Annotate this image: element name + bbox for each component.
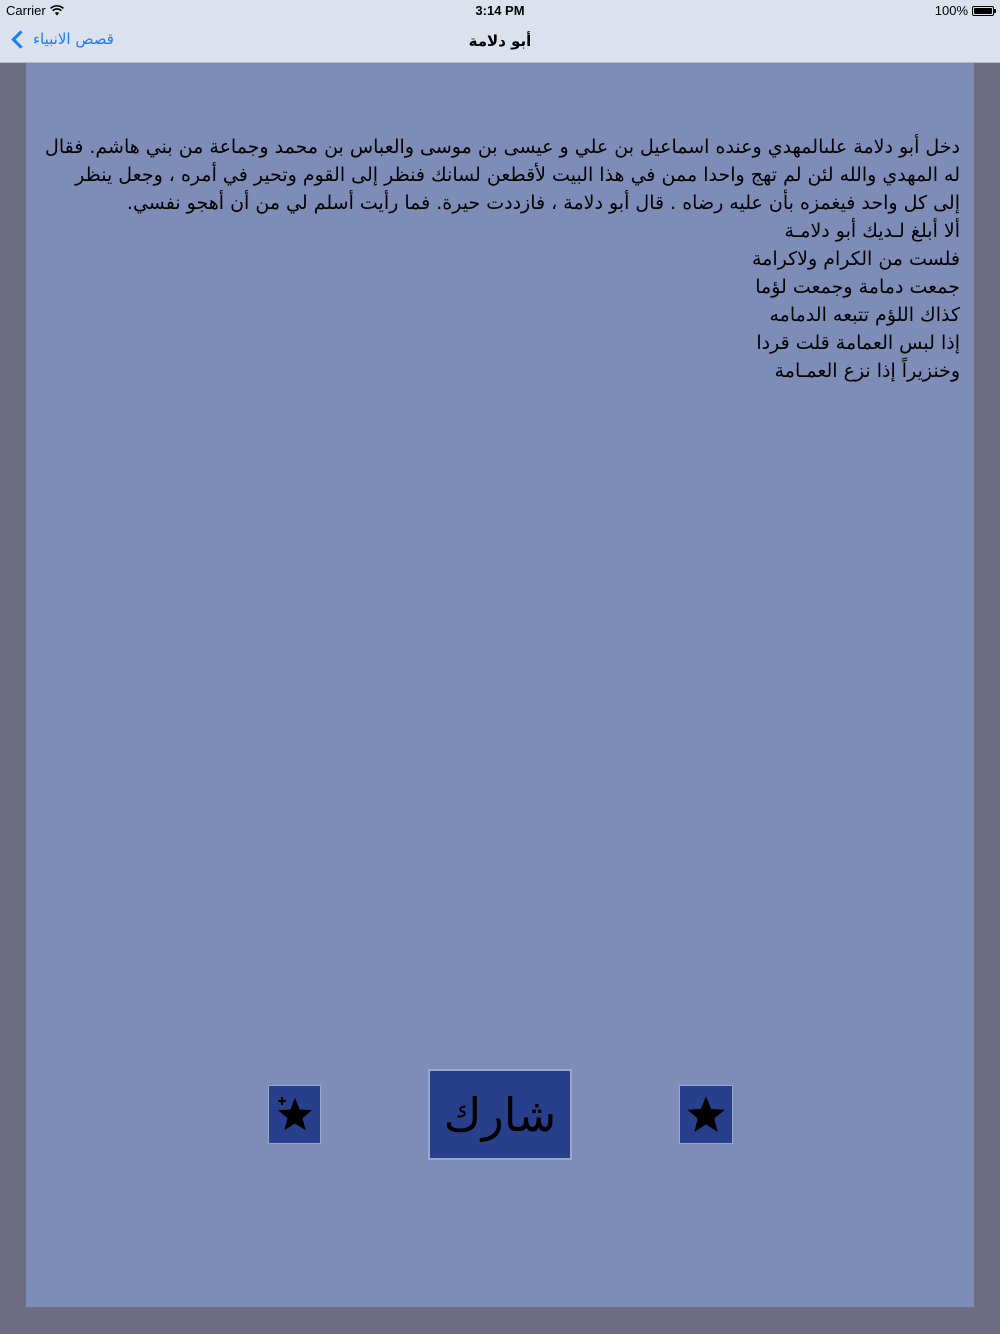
story-panel (26, 63, 974, 1307)
page-title: أبو دلامة (468, 32, 532, 50)
share-button[interactable] (428, 1069, 572, 1160)
add-favorite-button[interactable] (268, 1085, 321, 1144)
story-text: دخل أبو دلامة علىالمهدي وعنده اسماعيل بن علي و عيسى بن موسى والعباس بن محمد وجماعة من بني هاشم. فقال له المهدي والله لئن لم تهج واحدا ممن في هذا البيت لأقطعن لسانك فنظر إلى القوم وتحير في أمره ، وجعل ينظر إلى كل واحد فيغمزه بأن عليه رضاه . قال أبو دلامة ، فازددت حيرة. فما رأيت أسلم لي من أن أهجو نفسي. ألا أبلغ لـديك أبو دلامـة فلست من الكرام ولاكرامة جمعت دمامة وجمعت لؤما كذاك اللؤم تتبعه الدمامه إذا لبس العمامة قلت قردا وخنزيراً إذا نزع العمـامة (45, 136, 960, 382)
status-time: 3:14 PM (475, 3, 525, 18)
navigation-bar (0, 22, 1000, 63)
star-plus-icon (275, 1095, 315, 1135)
battery-percentage: 100% (934, 3, 968, 18)
battery-icon (972, 6, 994, 16)
carrier-label: Carrier (6, 3, 46, 18)
status-bar (0, 0, 1000, 22)
battery-info (935, 3, 994, 18)
share-button-label: شارك (443, 1087, 557, 1142)
star-icon (684, 1093, 728, 1137)
favorites-button[interactable] (679, 1085, 733, 1144)
back-button-label: قصص الانبياء (33, 30, 114, 48)
